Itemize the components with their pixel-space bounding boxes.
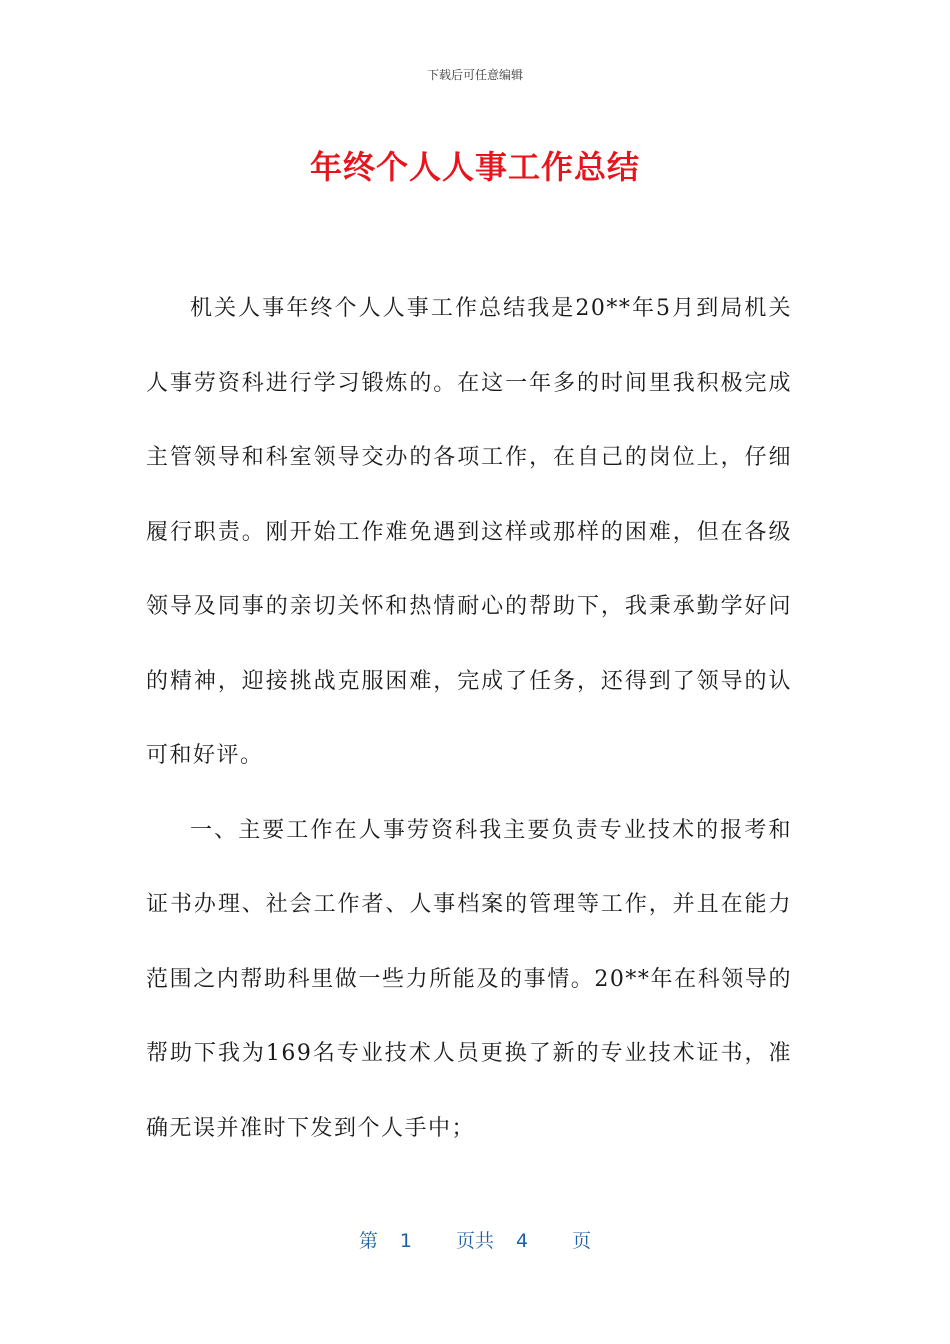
footer-page-middle: 页共 — [455, 1230, 494, 1252]
document-body — [146, 272, 792, 1166]
document-title: 年终个人人事工作总结 — [309, 148, 640, 186]
paragraph-main-work: 一、主要工作在人事劳资科我主要负责专业技术的报考和证书办理、社会工作者、人事档案的管理等工作，并且在能力范围之内帮助科里做一些力所能及的事情。20**年在科领导的帮助下我为169名专业技术人员更换了新的专业技术证书，准确无误并准时下发到个人手中； — [146, 817, 792, 1141]
footer-total-pages: 4 — [516, 1230, 529, 1252]
footer-page-prefix: 第 — [358, 1230, 378, 1252]
paragraph-intro: 机关人事年终个人人事工作总结我是20**年5月到局机关人事劳资科进行学习锻炼的。在这一年多的时间里我积极完成主管领导和科室领导交办的各项工作，在自己的岗位上，仔细履行职责。刚开始工作难免遇到这样或那样的困难，但在各级领导及同事的亲切关怀和热情耐心的帮助下，我秉承勤学好问的精神，迎接挑战克服困难，完成了任务，还得到了领导的认可和好评。 — [146, 296, 792, 768]
header-note: 下载后可任意编辑 — [426, 68, 523, 82]
page-footer — [0, 1226, 950, 1253]
footer-page-number: 1 — [399, 1230, 412, 1252]
footer-page-suffix: 页 — [572, 1230, 592, 1252]
